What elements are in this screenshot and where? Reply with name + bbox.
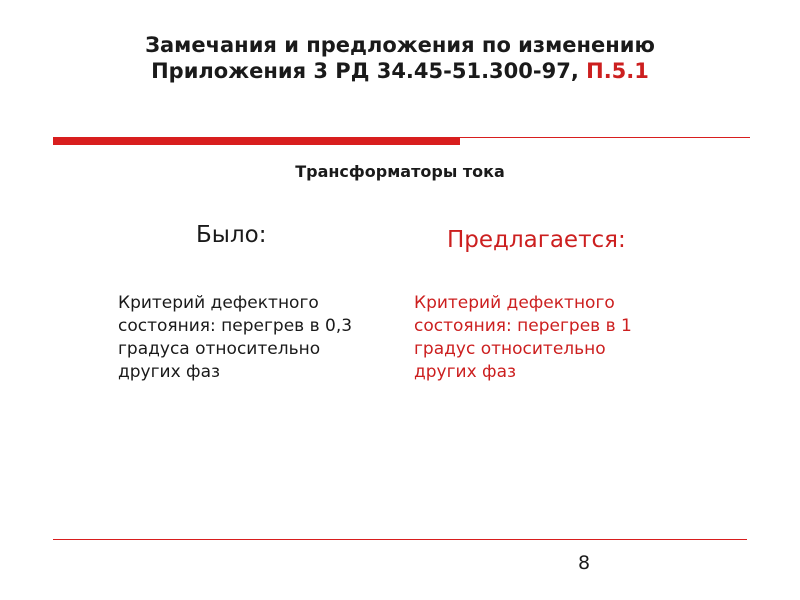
was-text-line: состояния: перегрев в 0,3	[118, 316, 353, 336]
was-text-line: других фаз	[118, 362, 221, 382]
proposed-column-text	[414, 292, 704, 384]
proposed-text-line: градус относительно	[414, 339, 606, 359]
page-number: 8	[578, 552, 591, 574]
slide-title	[0, 32, 800, 84]
was-column-text	[118, 292, 408, 384]
proposed-text-line: других фаз	[414, 362, 517, 382]
title-line-2	[0, 58, 800, 84]
title-clause-reference: П.5.1	[586, 59, 649, 83]
section-heading: Трансформаторы тока	[295, 162, 505, 181]
was-text-line: градуса относительно	[118, 339, 321, 359]
proposed-text-line: состояния: перегрев в 1	[414, 316, 632, 336]
proposed-text-line: Критерий дефектного	[414, 293, 615, 313]
was-text-line: Критерий дефектного	[118, 293, 319, 313]
proposed-column-title: Предлагается:	[447, 227, 626, 253]
was-column-title: Было:	[196, 222, 267, 248]
header-thick-rule	[53, 137, 460, 145]
title-line-2-text: Приложения 3 РД 34.45-51.300-97,	[151, 59, 587, 83]
footer-rule	[53, 539, 747, 540]
title-line-1: Замечания и предложения по изменению	[145, 33, 655, 57]
header-thin-rule	[460, 137, 750, 138]
